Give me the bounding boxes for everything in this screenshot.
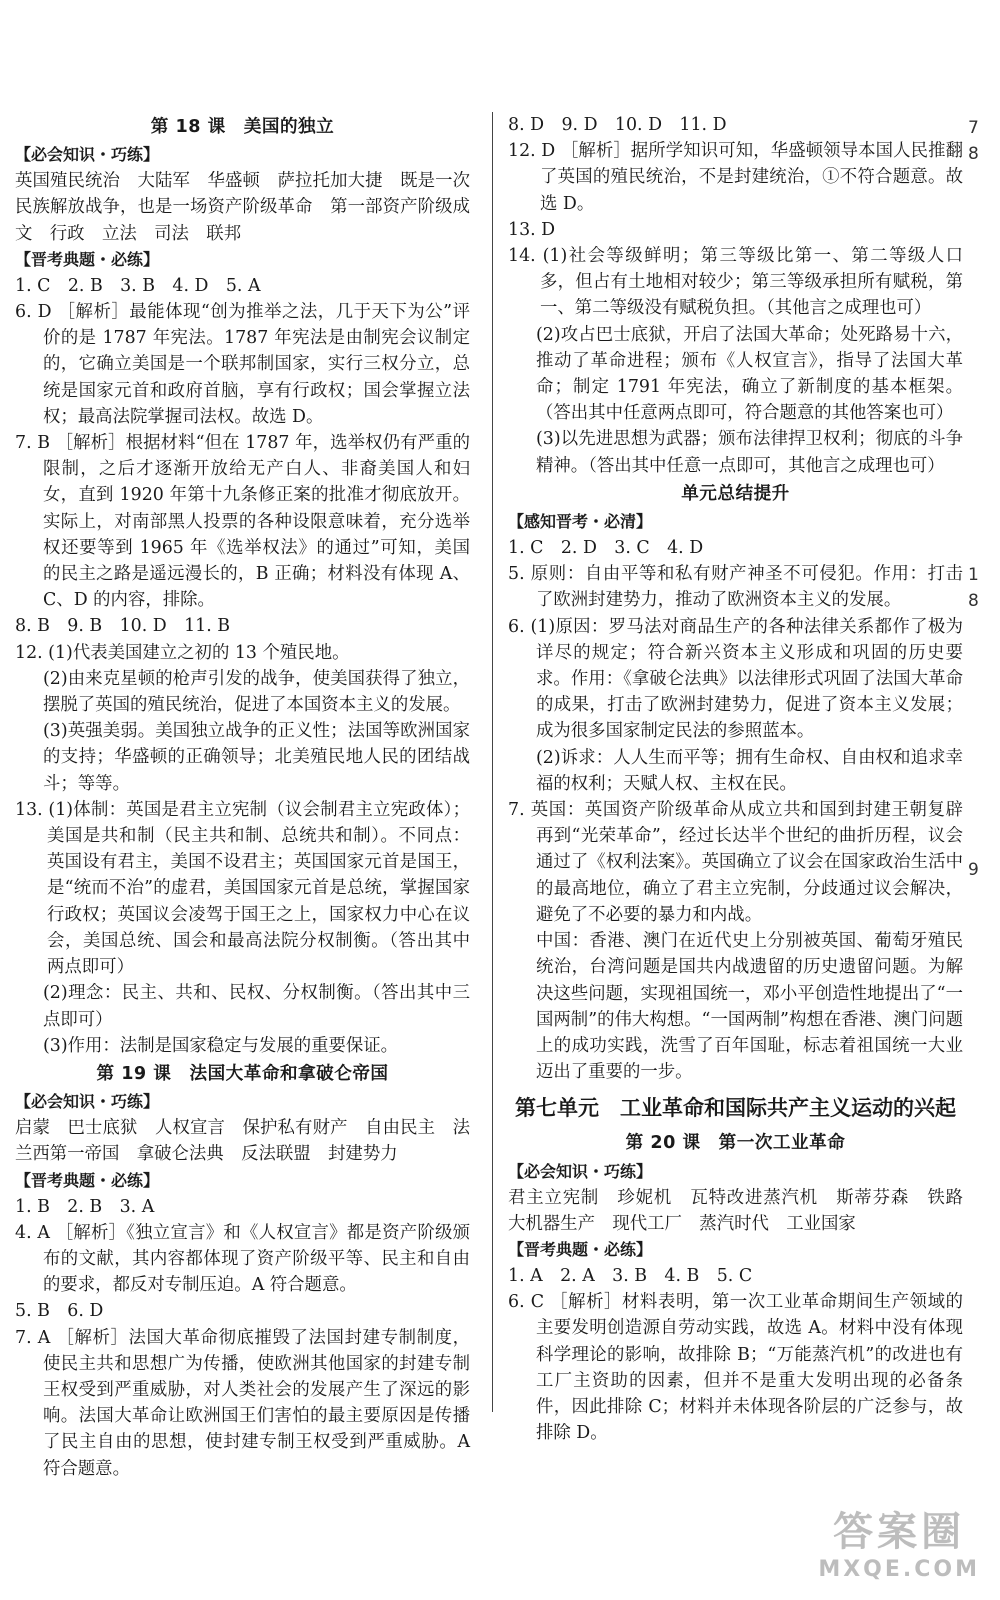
edge-fragment: 8 xyxy=(968,591,979,611)
answer-paragraph: 1. C 2. B 3. B 4. D 5. A xyxy=(15,275,261,296)
edge-fragment: 8 xyxy=(968,144,979,164)
watermark-site-text: MXQE.COM xyxy=(818,1557,980,1582)
answer-subparagraph: (2)攻占巴士底狱，开启了法国大革命；处死路易十六，推动了革命进程；颁布《人权宣言》，指导了法国大革命；制定 1791 年宪法，确立了新制度的基本框架。（答出其中任意两点即可，符合题意的其他答案也可） xyxy=(536,324,963,424)
edge-fragment: 9 xyxy=(968,860,979,880)
section-heading: 【必会知识・巧练】 xyxy=(15,1092,160,1112)
section-heading: 【晋考典题・必练】 xyxy=(15,1170,160,1190)
section-heading: 【感知晋考・必清】 xyxy=(508,512,653,532)
answer-paragraph: 13. D xyxy=(508,219,556,240)
answer-subparagraph: (3)作用：法制是国家稳定与发展的重要保证。 xyxy=(43,1035,399,1056)
section-heading: 【晋考典题・必练】 xyxy=(508,1239,653,1259)
lesson-title: 第 18 课 美国的独立 xyxy=(150,117,335,137)
answer-subparagraph: (2)理念：民主、共和、民权、分权制衡。（答出其中三点即可） xyxy=(43,983,470,1030)
watermark-logo xyxy=(818,1500,980,1582)
answer-paragraph: 1. B 2. B 3. A xyxy=(15,1196,155,1217)
edge-fragment: 7 xyxy=(968,118,979,138)
answer-paragraph: 7. A ［解析］法国大革命彻底摧毁了法国封建专制制度，使民主共和思想广为传播，使欧洲其他国家的封建专制王权受到严重威胁，对人类社会的发展产生了深远的影响。法国大革命让欧洲国王们害怕的最主要原因是传播了民主自由的思想，使封建专制王权受到严重威胁。A 符合题意。 xyxy=(15,1327,470,1479)
answer-paragraph: 启蒙 巴士底狱 人权宣言 保护私有财产 自由民主 法兰西第一帝国 拿破仑法典 反法联盟 封建势力 xyxy=(15,1118,470,1165)
answer-paragraph: 12. (1)代表美国建立之初的 13 个殖民地。 xyxy=(15,642,350,663)
answer-subparagraph: (3)英强美弱。美国独立战争的正义性；法国等欧洲国家的支持；华盛顿的正确领导；北美殖民地人民的团结战斗；等等。 xyxy=(43,721,470,794)
answer-paragraph: 12. D ［解析］据所学知识可知，华盛顿领导本国人民推翻了英国的殖民统治，不是封建统治，①不符合题意。故选 D。 xyxy=(508,141,963,214)
answer-paragraph: 7. 英国：英国资产阶级革命从成立共和国到封建王朝复辟再到“光荣革命”，经过长达半个世纪的曲折历程，议会通过了《权利法案》。英国确立了议会在国家政治生活中的最高地位，确立了君主立宪制，分歧通过议会解决，避免了不必要的暴力和内战。 xyxy=(508,800,963,925)
section-heading: 【晋考典题・必练】 xyxy=(15,249,160,269)
edge-fragment: 1 xyxy=(968,565,979,585)
lesson-title: 第 19 课 法国大革命和拿破仑帝国 xyxy=(96,1063,389,1084)
answer-subparagraph: (2)诉求：人人生而平等；拥有生命权、自由权和追求幸福的权利；天赋人权、主权在民。 xyxy=(536,747,963,794)
answer-paragraph: 8. B 9. B 10. D 11. B xyxy=(15,616,231,637)
answer-paragraph: 4. A ［解析］《独立宣言》和《人权宣言》都是资产阶级颁布的文献，其内容都体现了资产阶级平等、民主和自由的要求，都反对专制压迫。A 符合题意。 xyxy=(15,1222,470,1296)
unit-title: 第七单元 工业革命和国际共产主义运动的兴起 xyxy=(515,1096,956,1121)
lesson-title: 单元总结提升 xyxy=(681,483,790,504)
watermark-logo-text: 答案圈 xyxy=(833,1509,966,1555)
section-heading: 【必会知识・巧练】 xyxy=(15,145,160,165)
answer-paragraph: 7. B ［解析］根据材料“但在 1787 年，选举权仍有严重的限制，之后才逐渐开放给无产白人、非裔美国人和妇女，直到 1920 年第十九条修正案的批准才彻底放开。实际上，对南部黑人投票的各种设限意味着，充分选举权还要等到 1965 年《选举权法》的通过”可知，美国的民主之路是遥远漫长的，B 正确；材料没有体现 A、C、D 的内容，排除。 xyxy=(15,433,470,611)
answer-paragraph: 6. C ［解析］材料表明，第一次工业革命期间生产领域的主要发明创造源自劳动实践，故选 A。材料中没有体现科学理论的影响，故排除 B；“万能蒸汽机”的改进也有工厂主资助的因素，但并不是重大发明出现的必备条件，因此排除 C；材料并未体现各阶层的广泛参与，故排除 D。 xyxy=(508,1292,963,1444)
answer-subparagraph: (3)以先进思想为武器；颁布法律捍卫权利；彻底的斗争精神。（答出其中任意一点即可，其他言之成理也可） xyxy=(536,429,963,476)
lesson-title: 第 20 课 第一次工业革命 xyxy=(625,1133,846,1154)
answer-paragraph: 1. A 2. A 3. B 4. B 5. C xyxy=(508,1265,753,1286)
answer-paragraph: 1. C 2. D 3. C 4. D xyxy=(508,538,704,559)
answer-paragraph: 英国殖民统治 大陆军 华盛顿 萨拉托加大捷 既是一次民族解放战争，也是一场资产阶级革命 第一部资产阶级成文 行政 立法 司法 联邦 xyxy=(15,171,470,244)
answer-subparagraph: (2)由来克星顿的枪声引发的战争，使美国获得了独立，摆脱了英国的殖民统治，促进了本国资本主义的发展。 xyxy=(43,668,470,716)
right-column xyxy=(508,112,981,1446)
answer-paragraph: 13. (1)体制：英国是君主立宪制（议会制君主立宪政体）；美国是共和制（民主共和制、总统共和制）。不同点：英国设有君主，美国不设君主；英国国家元首是国王，是“统而不治”的虚君，美国国家元首是总统，掌握国家行政权；英国议会凌驾于国王之上，国家权力中心在议会，美国总统、国会和最高法院分权制衡。（答出其中两点即可） xyxy=(15,799,470,978)
answer-paragraph: 8. D 9. D 10. D 11. D xyxy=(508,115,727,135)
answer-paragraph: 君主立宪制 珍妮机 瓦特改进蒸汽机 斯蒂芬森 铁路 大机器生产 现代工厂 蒸汽时代 工业国家 xyxy=(508,1187,981,1234)
section-heading: 【必会知识・巧练】 xyxy=(508,1161,653,1181)
answer-paragraph: 6. (1)原因：罗马法对商品生产的各种法律关系都作了极为详尽的规定；符合新兴资本主义形成和巩固的历史要求。作用：《拿破仑法典》以法律形式巩固了法国大革命的成果，打击了欧洲封建势力，促进了资本主义发展；成为很多国家制定民法的参照蓝本。 xyxy=(508,616,963,742)
answer-paragraph: 5. B 6. D xyxy=(15,1301,104,1322)
answer-paragraph: 14. (1)社会等级鲜明；第三等级比第一、第二等级人口多，但占有土地相对较少；第三等级承担所有赋税，第一、第二等级没有赋税负担。（其他言之成理也可） xyxy=(508,246,963,319)
answer-paragraph: 5. 原则：自由平等和私有财产神圣不可侵犯。作用：打击了欧洲封建势力，推动了欧洲资本主义的发展。 xyxy=(508,564,963,611)
answer-paragraph: 6. D ［解析］最能体现“创为推举之法，几于天下为公”评价的是 1787 年宪法。1787 年宪法是由制宪会议制定的，它确立美国是一个联邦制国家，实行三权分立，总统是国家元首和政府首脑，享有行政权；国会掌握立法权；最高法院掌握司法权。故选 D。 xyxy=(15,302,470,427)
left-column xyxy=(15,112,470,1482)
answer-subparagraph: 中国：香港、澳门在近代史上分别被英国、葡萄牙殖民统治，台湾问题是国共内战遗留的历史遗留问题。为解决这些问题，实现祖国统一，邓小平创造性地提出了“一国两制”的伟大构想。“一国两制”构想在香港、澳门问题上的成功实践，洗雪了百年国耻，标志着祖国统一大业迈出了重要的一步。 xyxy=(536,931,963,1083)
column-divider xyxy=(492,112,493,1412)
